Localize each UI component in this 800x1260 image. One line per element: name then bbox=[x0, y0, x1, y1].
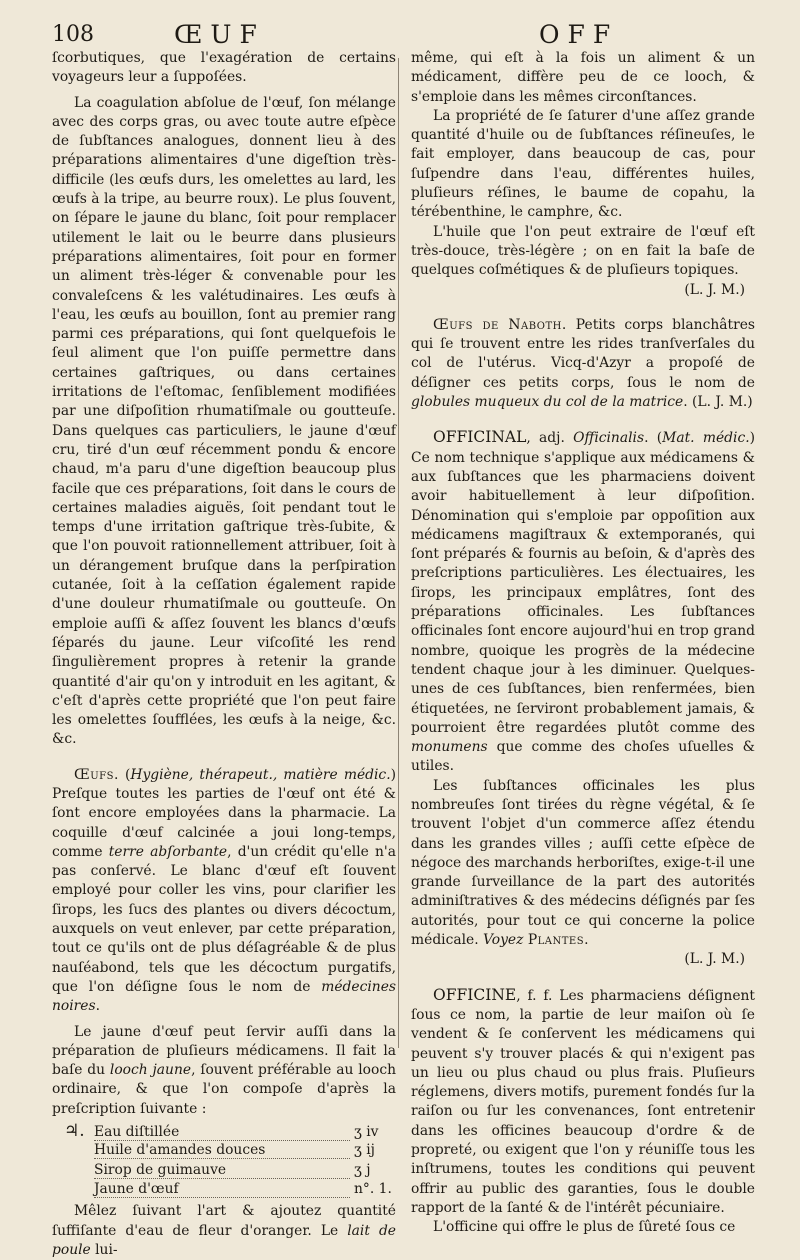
entry-oeufs-de-naboth: Œufs de Naboth. Petits corps blanchâtres qui ſe trouvent entre les rides tranſverſales du col de l'utérus. Vicq-d'Azyr a propoſé de déſigner ces petits corps, ſous le nom de globules muqueux du col de la matrice. (L. J. M.) bbox=[411, 316, 755, 411]
ingredient-name: Jaune d'œuf bbox=[94, 1182, 350, 1198]
formula-row bbox=[64, 1180, 396, 1199]
formula-row bbox=[64, 1161, 396, 1180]
paragraph: Le jaune d'œuf peut ſervir auſſi dans la préparation de pluſieurs médicamens. Il fait la baſe du looch jaune, ſouvent préférable au looch ordinaire, & que l'on compoſe d'après la preſcription ſuivante : bbox=[52, 1023, 396, 1117]
ingredient-name: Eau diſtillée bbox=[94, 1125, 350, 1141]
ingredient-quantity: ʒ j bbox=[354, 1161, 371, 1178]
prescription-formula bbox=[64, 1122, 396, 1199]
paragraph: Les ſubſtances officinales les plus nombreuſes ſont tirées du règne végétal, & ſe trouvent l'objet d'un commerce aſſez étendu dans les grandes villes ; auſſi cette eſpèce de négoce des marchands herboriſtes, exige-t-il une grande ſurveillance de la part des autorités adminiſtratives & des médecins déſignés par ſes autorités, pour tout ce qui concerne la police médicale. Voyez Plantes. bbox=[411, 777, 755, 949]
paragraph: même, qui eſt à la fois un aliment & un médicament, diffère peu de ce looch, & s'emploie dans les mêmes circonſtances. bbox=[411, 50, 755, 105]
paragraph: L'officine qui offre le plus de ſûreté ſous ce bbox=[433, 1219, 736, 1236]
entry-category: Mat. médic. bbox=[662, 430, 750, 447]
right-column bbox=[411, 49, 755, 1238]
ingredient-quantity: n°. 1. bbox=[354, 1180, 392, 1197]
paragraph: Mêlez ſuivant l'art & ajoutez quantité ſuffiſante d'eau de fleur d'oranger. Le lait de poule lui- bbox=[52, 1203, 396, 1258]
page-header bbox=[52, 18, 770, 52]
entry-headword: OFFICINE bbox=[433, 985, 517, 1004]
cross-reference-target: Plantes. bbox=[527, 932, 589, 949]
entry-oeufs: Œufs. (Hygiène, thérapeut., matière médic.) Preſque toutes les parties de l'œuf ont été & ſont encore employées dans la pharmacie. La coquille d'œuf calcinée a joui long-temps, comme terre abſorbante, d'un crédit qu'elle n'a pas conſervé. Le blanc d'œuf eſt ſouvent employé pour coller les vins, pour clarifier les ſirops, les ſucs des plantes ou divers décoctum, auxquels on veut enlever, par cette préparation, tout ce qu'ils ont de plus déſagréable & de plus nauſéabond, tels que les décoctum purgatifs, que l'on déſigne ſous le nom de médecines noires. bbox=[52, 766, 396, 1015]
ingredient-name: Huile d'amandes douces bbox=[94, 1143, 350, 1159]
running-head-left: ŒUF bbox=[174, 20, 265, 49]
entry-officinal: OFFICINAL, adj. Officinalis. (Mat. médic.) Ce nom technique s'applique aux médicamens & aux ſubſtances que les pharmaciens doivent avoir habituellement à leur diſpoſition. Dénomination qui s'emploie par oppoſition aux médicamens magiſtraux & extemporanés, qui ſont préparés & fournis au beſoin, & d'après des preſcriptions particulières. Les électuaires, les ſirops, les principaux emplâtres, ſont des préparations officinales. Les ſubſtances officinales ſont encore aujourd'hui en trop grand nombre, quoique les progrès de la médecine tendent chaque jour à les diminuer. Quelques-unes de ces ſubſtances, bien renfermées, bien étiquetées, ne ſerviront probablement jamais, & pourroient être regardées plutôt comme des monumens que comme des choſes uſuelles & utiles. bbox=[411, 428, 756, 775]
entry-headword: OFFICINAL bbox=[433, 428, 527, 447]
ingredient-quantity: ʒ iv bbox=[354, 1124, 379, 1141]
entry-headword: Œufs. bbox=[74, 766, 119, 783]
formula-row bbox=[64, 1141, 396, 1160]
paragraph: La coagulation abſolue de l'œuf, ſon mélange avec des corps gras, ou avec toute autre eſpèce de ſubſtances analogues, donnent lieu à des préparations alimentaires d'une digeſtion très-difficile (les œufs durs, les omelettes au lard, les œufs à la tripe, au beurre roux). Le plus ſouvent, on ſépare le jaune du blanc, ſoit pour remplacer utilement le lait ou le beurre dans plusieurs préparations alimentaires, ſoit pour en former un aliment très-léger & convenable pour les convaleſcens & les valétudinaires. Les œufs à l'eau, les œufs au bouillon, ſont au premier rang parmi ces préparations, qui ſont quelquefois le ſeul aliment que l'on puiſſe permettre dans certaines gaſtriques, ou dans certaines irritations de l'eſtomac, ſenſiblement modifiées par une diſpoſition rhumatiſmale ou goutteuſe. Dans quelques cas particuliers, le jaune d'œuf cru, tiré d'un œuf récemment pondu & encore chaud, m'a paru d'une digeſtion beaucoup plus facile que ces préparations, ſoit dans le cours de certaines maladies aiguës, ſoit pendant tout le temps d'une irritation gaſtrique très-ſubite, & que l'on pouvoit rationnellement attribuer, ſoit à un dérangement bruſque dans la perſpiration cutanée, ſoit à la ceſſation également rapide d'une douleur rhumatiſmale ou goutteuſe. On emploie auſſi & aſſez ſouvent les blancs d'œufs ſéparés du jaune. Leur viſcoſité les rend ſingulièrement propres à retenir la grande quantité d'air qu'on y introduit en les agitant, & c'eſt d'après cette propriété que l'on peut faire les omelettes ſoufflées, les œufs à la neige, &c. &c. bbox=[52, 94, 396, 748]
running-head-right: OFF bbox=[539, 20, 619, 49]
entry-category: Hygiène, thérapeut., matière médic. bbox=[130, 766, 391, 783]
entry-headword: Œufs de Naboth. bbox=[433, 316, 567, 333]
author-signature: (L. J. M.) bbox=[684, 281, 745, 298]
author-signature: (L. J. M.) bbox=[684, 951, 745, 968]
paragraph: ſcorbutiques, que l'exagération de certains voyageurs leur a ſuppoſées. bbox=[52, 50, 396, 86]
paragraph: La propriété de ſe ſaturer d'une aſſez grande quantité d'huile ou de ſubſtances réſineuſes, le fait employer, dans beaucoup de cas, pour ſuſpendre dans l'eau, différentes huiles, pluſieurs réſines, le baume de copahu, la térébenthine, le camphre, &c. bbox=[411, 107, 755, 221]
ingredient-quantity: ʒ ij bbox=[354, 1142, 375, 1159]
formula-row bbox=[64, 1122, 396, 1141]
column-divider bbox=[398, 58, 399, 1048]
page-number: 108 bbox=[52, 22, 94, 47]
entry-officine: OFFICINE, f. f. Les pharmaciens déſignent ſous ce nom, la partie de leur maiſon où ſe vendent & ſe conſervent les médicamens qui peuvent s'y trouver placés & qui n'exigent pas un lieu ou plus chaud ou plus frais. Pluſieurs réglemens, divers motifs, purement fondés ſur la raiſon ou ſur les convenances, ſont entretenir dans les officines beaucoup d'ordre & de propreté, ou exigent que l'on y réuniſſe tous les inſtrumens, toutes les conditions qui peuvent offrir au public des garanties, ſous le double rapport de la ſanté & de l'intérêt pécuniaire. bbox=[411, 985, 755, 1216]
paragraph: L'huile que l'on peut extraire de l'œuf eſt très-douce, très-légère ; on en fait la baſe de quelques coſmétiques & de pluſieurs topiques. bbox=[411, 223, 755, 279]
left-column bbox=[52, 49, 396, 1260]
ingredient-name: Sirop de guimauve bbox=[94, 1163, 350, 1179]
cross-reference: Voyez bbox=[483, 932, 524, 949]
recipe-symbol: ♃. bbox=[64, 1121, 85, 1142]
